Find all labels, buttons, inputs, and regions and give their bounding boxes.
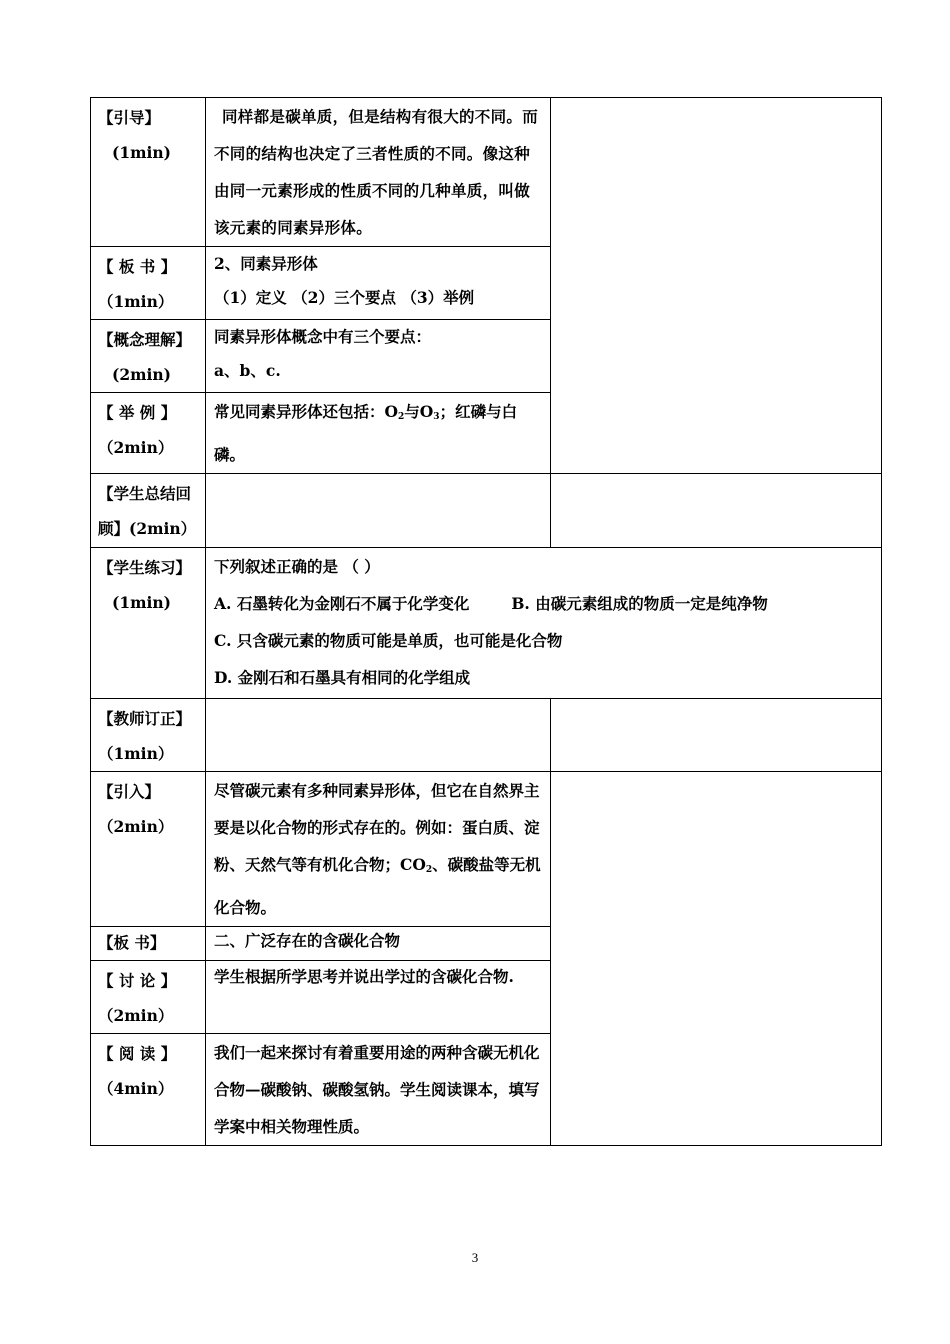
option-a: A. 石墨转化为金刚石不属于化学变化 [214, 594, 470, 613]
stage-content: 学生根据所学思考并说出学过的含碳化合物. [206, 961, 551, 1034]
stage-content: 同素异形体概念中有三个要点： a、b、c. [206, 320, 551, 393]
stage-content: 尽管碳元素有多种同素异形体，但它在自然界主要是以化合物的形式存在的。例如：蛋白质、淀粉、天然气等有机化合物；$CO_2$、碳酸盐等无机化合物。 [206, 772, 551, 927]
notes-cell [551, 772, 882, 1146]
option-d: D. 金刚石和石墨具有相同的化学组成 [214, 668, 471, 687]
stage-label: 【概念理解】 (2min) [91, 320, 206, 393]
option-c: C. 只含碳元素的物质可能是单质，也可能是化合物 [214, 631, 563, 650]
table-row [91, 772, 882, 927]
stage-content: 常见同素异形体还包括：$O_2$与$O_3$；红磷与白磷。 [206, 393, 551, 474]
exercise-options-ab [214, 585, 875, 622]
stage-label: 【 阅 读 】 （4min） [91, 1034, 206, 1146]
lesson-plan-table [90, 97, 882, 1146]
page-number: 3 [471, 1250, 479, 1265]
stage-label: 【教师订正】 （1min） [91, 699, 206, 772]
stage-content: 二、广泛存在的含碳化合物 [206, 927, 551, 961]
exercise-question: 下列叙述正确的是 （ ） [214, 557, 380, 576]
table-row [91, 98, 882, 247]
stage-label: 【 板 书 】 （1min） [91, 247, 206, 320]
stage-content: 我们一起来探讨有着重要用途的两种含碳无机化合物—碳酸钠、碳酸氢钠。学生阅读课本，填写学案中相关物理性质。 [206, 1034, 551, 1146]
table-row [91, 548, 882, 699]
stage-content: 同样都是碳单质，但是结构有很大的不同。而不同的结构也决定了三者性质的不同。像这种由同一元素形成的性质不同的几种单质，叫做该元素的同素异形体。 [206, 98, 551, 247]
stage-label: 【学生练习】 (1min) [91, 548, 206, 699]
stage-label: 【 讨 论 】 （2min） [91, 961, 206, 1034]
exercise-content [206, 548, 882, 699]
table-row [91, 474, 882, 548]
option-b: B. 由碳元素组成的物质一定是纯净物 [511, 594, 768, 613]
notes-cell [551, 98, 882, 474]
stage-content: 2、同素异形体 （1）定义 （2）三个要点 （3）举例 [206, 247, 551, 320]
stage-label: 【 举 例 】 （2min） [91, 393, 206, 474]
stage-label: 【板 书】 [91, 927, 206, 961]
stage-content [206, 699, 551, 772]
table-row [91, 699, 882, 772]
stage-label: 【引入】 （2min） [91, 772, 206, 927]
stage-content [206, 474, 551, 548]
notes-cell [551, 474, 882, 548]
stage-label: 【学生总结回 顾】(2min） [91, 474, 206, 548]
notes-cell [551, 699, 882, 772]
stage-label: 【引导】 (1min) [91, 98, 206, 247]
